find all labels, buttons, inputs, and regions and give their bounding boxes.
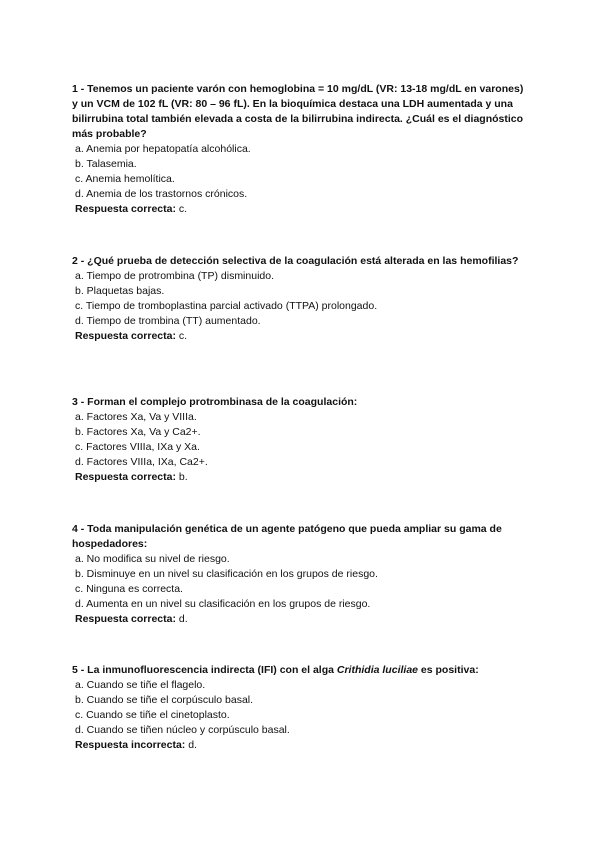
answer-value: c. — [178, 330, 188, 342]
option-d: d. Anemia de los trastornos crónicos. — [75, 188, 248, 200]
option-b: b. Cuando se tiñe el corpúsculo basal. — [75, 694, 254, 706]
option-c: c. Ninguna es correcta. — [75, 583, 183, 595]
option-d: d. Tiempo de trombina (TT) aumentado. — [75, 315, 261, 327]
question-stem: 1 - Tenemos un paciente varón con hemoglobina = 10 mg/dL (VR: 13-18 mg/dL en varones) y un VCM de 102 fL (VR: 80 – 96 fL). En la bioquímica destaca una LDH aumentada y una bilirrubina total también elevada a costa de la bilirrubina indirecta. ¿Cuál es el diagnóstico más probable? — [72, 83, 524, 140]
option-d: d. Cuando se tiñen núcleo y corpúsculo basal. — [75, 724, 290, 736]
answer-line — [72, 738, 532, 753]
stem-text: 5 - La inmunofluorescencia indirecta (IFI) con el alga — [72, 664, 337, 676]
answer-value: d. — [178, 613, 188, 625]
answer-label: Respuesta correcta: — [75, 471, 176, 483]
option-a: a. Factores Xa, Va y VIIIa. — [75, 411, 197, 423]
option-b: b. Disminuye en un nivel su clasificación en los grupos de riesgo. — [75, 568, 378, 580]
answer-label: Respuesta correcta: — [75, 203, 176, 215]
question-stem — [72, 663, 532, 678]
question-stem: 2 - ¿Qué prueba de detección selectiva de la coagulación está alterada en las hemofilias? — [72, 255, 519, 267]
question-4 — [72, 522, 532, 627]
option-b: b. Talasemia. — [75, 158, 137, 170]
question-1 — [72, 82, 532, 217]
option-a: a. Tiempo de protrombina (TP) disminuido. — [75, 270, 275, 282]
option-c: c. Cuando se tiñe el cinetoplasto. — [75, 709, 230, 721]
answer-label: Respuesta correcta: — [75, 613, 176, 625]
option-b: b. Factores Xa, Va y Ca2+. — [75, 426, 201, 438]
option-b: b. Plaquetas bajas. — [75, 285, 165, 297]
answer-label: Respuesta incorrecta: — [75, 739, 186, 751]
option-a: a. Cuando se tiñe el flagelo. — [75, 679, 206, 691]
option-c: c. Factores VIIIa, IXa y Xa. — [75, 441, 200, 453]
question-2 — [72, 254, 532, 344]
question-stem: 3 - Forman el complejo protrombinasa de la coagulación: — [72, 396, 358, 408]
answer-label: Respuesta correcta: — [75, 330, 176, 342]
question-5 — [72, 663, 532, 753]
answer-line — [72, 612, 532, 627]
option-a: a. Anemia por hepatopatía alcohólica. — [75, 143, 251, 155]
answer-value: d. — [188, 739, 197, 751]
stem-text-end: es positiva: — [418, 664, 479, 676]
option-d: d. Factores VIIIa, IXa, Ca2+. — [75, 456, 208, 468]
question-3 — [72, 395, 532, 485]
option-c: c. Anemia hemolítica. — [75, 173, 175, 185]
organism-name: Crithidia luciliae — [336, 664, 418, 676]
option-a: a. No modifica su nivel de riesgo. — [75, 553, 230, 565]
answer-value: b. — [178, 471, 188, 483]
option-c: c. Tiempo de tromboplastina parcial activado (TTPA) prolongado. — [75, 300, 378, 312]
answer-value: c. — [178, 203, 188, 215]
answer-line — [72, 470, 532, 485]
question-stem: 4 - Toda manipulación genética de un agente patógeno que pueda ampliar su gama de hospedadores: — [72, 523, 502, 550]
answer-line — [72, 202, 532, 217]
answer-line — [72, 329, 532, 344]
option-d: d. Aumenta en un nivel su clasificación en los grupos de riesgo. — [75, 598, 371, 610]
